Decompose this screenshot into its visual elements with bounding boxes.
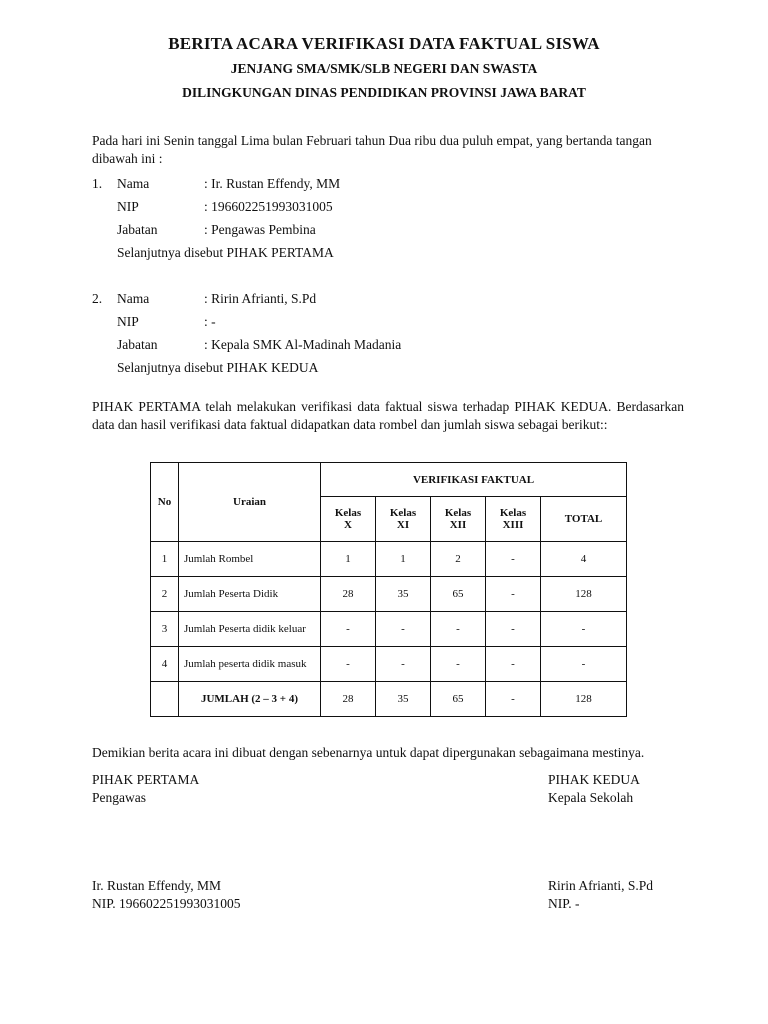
- statement-paragraph: PIHAK PERTAMA telah melakukan verifikasi data faktual siswa terhadap PIHAK KEDUA. Berdasarkan data dan hasil verifikasi data faktual didapatkan data rombel dan jumlah siswa sebagai berikut::: [92, 399, 684, 432]
- party-2-name-value: : Ririn Afrianti, S.Pd: [204, 291, 317, 306]
- row-value: -: [321, 612, 376, 647]
- header-no: No: [151, 463, 179, 542]
- table-row: [151, 647, 627, 682]
- party-2-number: 2.: [92, 291, 103, 306]
- party-2-jabatan-label: Jabatan: [117, 337, 158, 352]
- header-kelas-x: [321, 497, 376, 542]
- row-value: -: [486, 612, 541, 647]
- header-kelas-xiii: [486, 497, 541, 542]
- row-value: 1: [321, 542, 376, 577]
- party-1-nip-label: NIP: [117, 199, 139, 214]
- sig-right-nip: NIP. -: [548, 896, 580, 911]
- party-2-name-label: Nama: [117, 291, 150, 306]
- row-no: 2: [151, 577, 179, 612]
- header-uraian: Uraian: [179, 463, 321, 542]
- party-1-designation: Selanjutnya disebut PIHAK PERTAMA: [117, 245, 334, 260]
- row-value: 65: [431, 577, 486, 612]
- header-kelas-x-line2: X: [344, 519, 352, 531]
- row-value: -: [486, 542, 541, 577]
- row-value: 2: [431, 542, 486, 577]
- header-kelas-xi-line2: XI: [396, 519, 410, 531]
- party-2-designation: Selanjutnya disebut PIHAK KEDUA: [117, 360, 319, 375]
- row-uraian: Jumlah Peserta Didik: [179, 577, 321, 612]
- sig-left-role: Pengawas: [92, 790, 146, 805]
- header-kelas-xiii-line2: XIII: [502, 519, 524, 531]
- sum-row: [151, 682, 627, 717]
- row-uraian: Jumlah Rombel: [179, 542, 321, 577]
- row-uraian: Jumlah Peserta didik keluar: [179, 612, 321, 647]
- header-kelas-x-line1: Kelas: [334, 507, 362, 519]
- row-value: 28: [321, 577, 376, 612]
- table-row: [151, 612, 627, 647]
- header-verifikasi-faktual: VERIFIKASI FAKTUAL: [321, 463, 627, 497]
- row-value: -: [486, 577, 541, 612]
- closing-paragraph: Demikian berita acara ini dibuat dengan sebenarnya untuk dapat dipergunakan sebagaimana mestinya.: [92, 745, 645, 760]
- sum-row-value: -: [486, 682, 541, 717]
- sig-right-party: PIHAK KEDUA: [548, 772, 640, 787]
- row-value: -: [431, 612, 486, 647]
- row-value: -: [486, 647, 541, 682]
- header-kelas-xiii-line1: Kelas: [499, 507, 527, 519]
- sig-left-nip: NIP. 196602251993031005: [92, 896, 241, 911]
- party-2-nip-label: NIP: [117, 314, 139, 329]
- row-value: -: [376, 647, 431, 682]
- party-2-jabatan-value: : Kepala SMK Al-Madinah Madania: [204, 337, 402, 352]
- sum-row-total: 128: [541, 682, 627, 717]
- intro-paragraph: Pada hari ini Senin tanggal Lima bulan Februari tahun Dua ribu dua puluh empat, yang bertanda tangan dibawah ini :: [92, 133, 652, 166]
- document-title: BERITA ACARA VERIFIKASI DATA FAKTUAL SISWA: [168, 34, 600, 53]
- row-no: 4: [151, 647, 179, 682]
- document-subtitle-level: JENJANG SMA/SMK/SLB NEGERI DAN SWASTA: [230, 61, 538, 76]
- party-1-nip-value: : 196602251993031005: [204, 199, 333, 214]
- row-value: -: [321, 647, 376, 682]
- row-value: 1: [376, 542, 431, 577]
- party-1-jabatan-label: Jabatan: [117, 222, 158, 237]
- party-1-name-label: Nama: [117, 176, 150, 191]
- header-kelas-xi: [376, 497, 431, 542]
- table-row: [151, 542, 627, 577]
- row-total: 4: [541, 542, 627, 577]
- sum-row-label: JUMLAH (2 – 3 + 4): [179, 682, 321, 717]
- row-total: -: [541, 647, 627, 682]
- party-2-nip-value: : -: [204, 314, 216, 329]
- row-no: 1: [151, 542, 179, 577]
- row-total: 128: [541, 577, 627, 612]
- header-kelas-xii-line1: Kelas: [444, 507, 472, 519]
- sig-right-name: Ririn Afrianti, S.Pd: [548, 878, 654, 893]
- document-subtitle-agency: DILINGKUNGAN DINAS PENDIDIKAN PROVINSI JAWA BARAT: [182, 85, 586, 100]
- verification-table: [150, 462, 627, 717]
- header-kelas-xii: [431, 497, 486, 542]
- sum-row-no-empty: [151, 682, 179, 717]
- row-value: 35: [376, 577, 431, 612]
- row-total: -: [541, 612, 627, 647]
- sig-right-role: Kepala Sekolah: [548, 790, 634, 805]
- sum-row-value: 35: [376, 682, 431, 717]
- row-uraian: Jumlah peserta didik masuk: [179, 647, 321, 682]
- party-1-jabatan-value: : Pengawas Pembina: [204, 222, 316, 237]
- row-no: 3: [151, 612, 179, 647]
- header-kelas-xii-line2: XII: [449, 519, 467, 531]
- row-value: -: [431, 647, 486, 682]
- sig-left-party: PIHAK PERTAMA: [92, 772, 200, 787]
- header-total: TOTAL: [541, 497, 627, 542]
- sum-row-value: 65: [431, 682, 486, 717]
- party-1-name-value: : Ir. Rustan Effendy, MM: [204, 176, 341, 191]
- row-value: -: [376, 612, 431, 647]
- table-row: [151, 577, 627, 612]
- party-1-number: 1.: [92, 176, 103, 191]
- sig-left-name: Ir. Rustan Effendy, MM: [92, 878, 221, 893]
- sum-row-value: 28: [321, 682, 376, 717]
- header-kelas-xi-line1: Kelas: [389, 507, 417, 519]
